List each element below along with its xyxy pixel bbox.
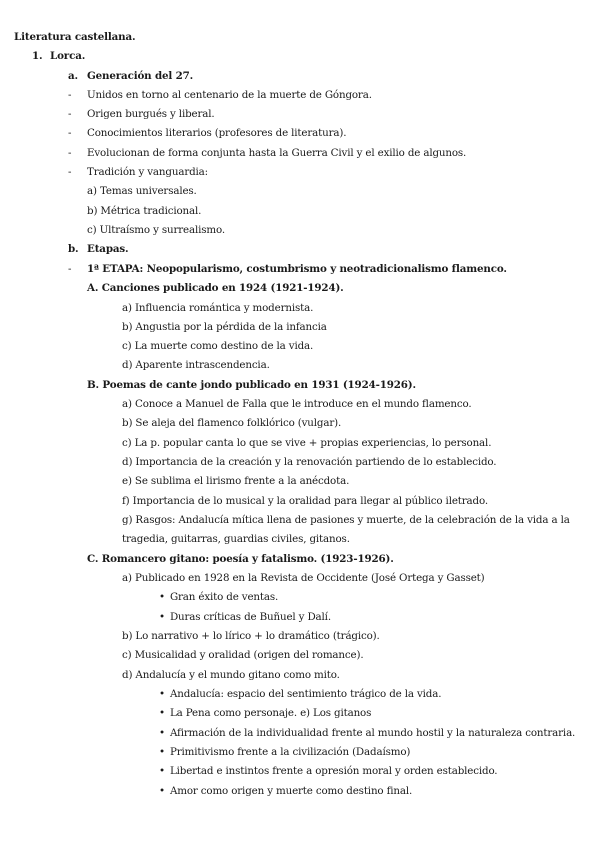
list-item: b) Métrica tradicional.	[87, 205, 202, 217]
bullet-item: • Duras críticas de Buñuel y Dalí.	[159, 611, 331, 624]
list-item: Conocimientos literarios (profesores de literatura).	[87, 127, 347, 139]
list-item: Tradición y vanguardia:	[87, 166, 208, 178]
bullet-item: • Afirmación de la individualidad frente al mundo hostil y la naturaleza contraria.	[159, 727, 575, 740]
list-item: e) Se sublima el lirismo frente a la anécdota.	[122, 475, 350, 487]
list-item-continuation: tragedia, guitarras, guardias civiles, gitanos.	[122, 533, 350, 545]
list-item: a) Temas universales.	[87, 185, 197, 197]
dash-marker: -	[68, 147, 72, 159]
bullet-item: • Amor como origen y muerte como destino final.	[159, 785, 412, 798]
subsection-a-number: a.	[68, 70, 78, 82]
list-item: c) La muerte como destino de la vida.	[122, 340, 314, 352]
list-item: b) Lo narrativo + lo lírico + lo dramático (trágico).	[122, 630, 380, 642]
list-item: a) Publicado en 1928 en la Revista de Occidente (José Ortega y Gasset)	[122, 572, 485, 584]
list-item: d) Aparente intrascendencia.	[122, 359, 270, 371]
list-item: d) Importancia de la creación y la renovación partiendo de lo establecido.	[122, 456, 497, 468]
subsection-b-number: b.	[68, 243, 79, 255]
list-item: c) Ultraísmo y surrealismo.	[87, 224, 225, 236]
subheading-b-cante-jondo: B. Poemas de cante jondo publicado en 1931 (1924-1926).	[87, 379, 416, 391]
bullet-item: • Primitivismo frente a la civilización (Dadaísmo)	[159, 746, 410, 759]
bullet-item: • Gran éxito de ventas.	[159, 591, 278, 604]
subheading-c-romancero: C. Romancero gitano: poesía y fatalismo. (1923-1926).	[87, 553, 394, 565]
bullet-item: • Andalucía: espacio del sentimiento trágico de la vida.	[159, 688, 441, 701]
list-item: b) Angustia por la pérdida de la infancia	[122, 321, 327, 333]
section-1-number: 1.	[32, 50, 43, 62]
list-item: Origen burgués y liberal.	[87, 108, 215, 120]
dash-marker: -	[68, 108, 72, 120]
list-item: f) Importancia de lo musical y la oralidad para llegar al público iletrado.	[122, 495, 488, 507]
list-item: d) Andalucía y el mundo gitano como mito.	[122, 669, 340, 681]
dash-marker: -	[68, 166, 72, 178]
list-item: a) Conoce a Manuel de Falla que le introduce en el mundo flamenco.	[122, 398, 472, 410]
doc-title: Literatura castellana.	[14, 31, 136, 43]
subsection-a-title: Generación del 27.	[87, 70, 194, 82]
list-item: Evolucionan de forma conjunta hasta la Guerra Civil y el exilio de algunos.	[87, 147, 467, 159]
dash-marker: -	[68, 89, 72, 101]
list-item: Unidos en torno al centenario de la muerte de Góngora.	[87, 89, 372, 101]
subheading-a-canciones: A. Canciones publicado en 1924 (1921-1924).	[87, 282, 344, 294]
etapa-1-heading: 1ª ETAPA: Neopopularismo, costumbrismo y neotradicionalismo flamenco.	[87, 263, 507, 275]
bullet-item: • La Pena como personaje. e) Los gitanos	[159, 707, 371, 720]
list-item: a) Influencia romántica y modernista.	[122, 302, 314, 314]
section-1-title: Lorca.	[50, 50, 86, 62]
list-item: c) Musicalidad y oralidad (origen del romance).	[122, 649, 364, 661]
list-item: b) Se aleja del flamenco folklórico (vulgar).	[122, 417, 342, 429]
bullet-item: • Libertad e instintos frente a opresión moral y orden establecido.	[159, 765, 497, 778]
subsection-b-title: Etapas.	[87, 243, 129, 255]
list-item: c) La p. popular canta lo que se vive + propias experiencias, lo personal.	[122, 437, 492, 449]
list-item: g) Rasgos: Andalucía mítica llena de pasiones y muerte, de la celebración de la vida a la	[122, 514, 570, 526]
dash-marker: -	[68, 263, 72, 275]
dash-marker: -	[68, 127, 72, 139]
